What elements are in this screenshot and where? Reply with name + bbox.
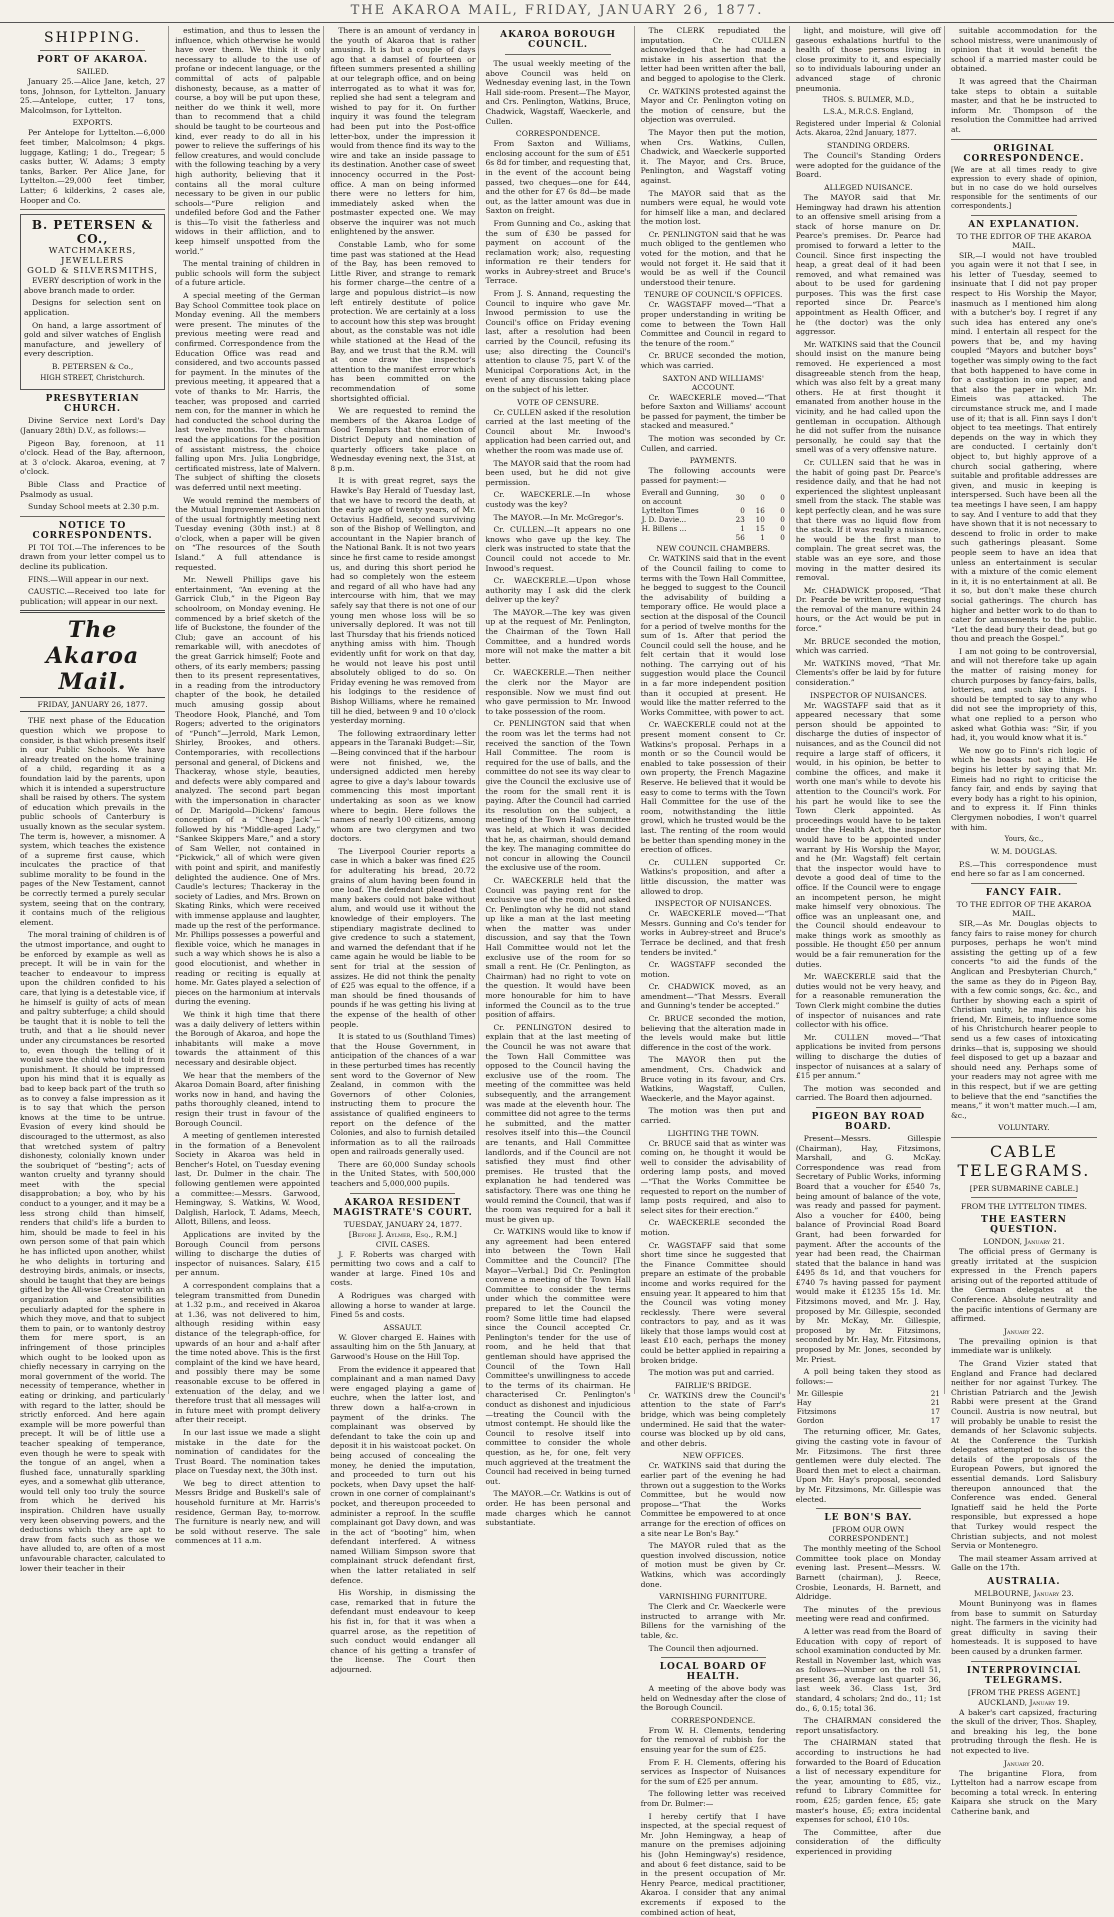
health-paragraph: Mr. WATKINS moved, “That Mr. Clements's offer be laid by for future consideration.” <box>795 658 941 688</box>
notice-paragraph: CAUSTIC.—Received too late for publication; will appear in our next. <box>20 587 166 606</box>
council-paragraph: Cr. WATKINS said that in the event of the Council failing to come to terms with the Town Hall Committee, he begged to suggest to the Council the advisability of building a temporary office. He would place a section at the disposal of the Council for a period of twelve months for the sum of 1s. After that period the Council could sell the house, and he felt certain that it would lose nothing. The carrying out of his suggestion would place the Council in a far more independent position than it occupied at present. He would like the matter referred to the Works Committee, with power to act. <box>640 554 786 717</box>
varnishing-subheading: VARNISHING FURNITURE. <box>659 1592 768 1602</box>
cable-paragraph: The Grand Vizier stated that England and France had declared neither for nor against Turkey. The Christian Patriarch and the Jewish Rabbi were present at the Grand Council. Austria is now neutral, but will probably be unable to resist the demands of her Sclavonic subjects. At the Conference the Turkish delegates attempted to discuss the details of the proposals of the European Powers, but ignored the essential demands. Lord Salisbury thereupon announced that the Conference was ended. General Ignatieff said he held the Porte responsible, but expressed a hope that Turkey would respect the Christian subjects, and not molest Servia or Montenegro. <box>950 1358 1097 1551</box>
tenure-subheading: TENURE OF COUNCIL'S OFFICES. <box>644 290 783 300</box>
health-paragraph: The following letter was received from Dr. Bulmer:— <box>640 1789 786 1809</box>
letter-paragraph: SIR,—As Mr. Douglas objects to fancy fairs to raise money for church purposes, perhaps he won't mind assisting the getting up of a few concerts “to aid the funds of the Anglican and Presbyterian Church,” the same as they do in Pigeon Bay, with a few comic songs, &c. &c., and further by showing each a spirit of Christian unity, he may induce his friend, Mr. Eimeis, to influence some of his Christchurch hearer people to send us a few cases of intoxicating drinks—that is, supposing we should feel disposed to get up a bazaar and should need any. Perhaps some of your readers may not agree with me in this respect, but if we are getting to believe that the end “sanctifies the means,” it won't matter much.—I am, &c., <box>950 918 1097 1120</box>
correspondence-subheading: CORRESPONDENCE. <box>671 1715 756 1725</box>
table-row: Fitzsimons 17 <box>796 1407 940 1417</box>
council-paragraph: Cr. WATKINS would like to know if any agreement had been entered into between the Town Hall Committee and the Council? [The Mayor—Verbal.] Did Cr. Penlington convene a meeting of the Town Hall Committee to consider the terms under which the committee were prepared to let the Council the room? Some little time had elapsed since the Council accepted Cr. Penlington's tender for the use of room, and he held that that gentleman should have apprised the Council of the Town Hall Committee's unwillingness to accede to the terms of its chairman. He characterised Cr. Penlington's conduct as dishonest and injudicious—treating the Council with the utmost contempt. He should like the Council to resolve itself into committee to consider the whole question, as he, for one, felt very much aggrieved at the treatment the Council had received in being turned out. <box>485 1227 631 1486</box>
road-board-paragraph: A poll being taken they stood as follows:— <box>795 1367 941 1386</box>
council-paragraph: Cr. BRUCE said that as winter was coming on, he thought it would be well to consider the advisability of ordering lamp posts, and moved—“That the Works Committee be requested to report on the number of lamp posts required, and also to select sites for their erection.” <box>640 1138 786 1215</box>
article-paragraph: The mental training of children in public schools will form the subject of a future article. <box>175 259 321 288</box>
council-paragraph: Cr. WATKINS protested against the Mayor and Cr. Penlington voting on the motion of censure, but the objection was overruled. <box>640 86 786 125</box>
church-paragraph: Divine Service next Lord's Day (January 28th) D.V., as follows:— <box>20 416 166 436</box>
council-paragraph: Cr. WAECKERLE moved—“That Messrs. Gunning and Co's tender for works in Aubrey-street and Bruce's Terrace be declined, and that fresh tenders be invited.” <box>640 909 786 957</box>
offices-subheading: NEW OFFICES. <box>682 1451 744 1461</box>
inspector-subheading: INSPECTOR OF NUISANCES. <box>654 899 772 909</box>
dateline: MELBOURNE, January 23. <box>974 1589 1074 1598</box>
ad-paragraph: Designs for selection sent on application. <box>24 298 162 317</box>
rm-court-heading: AKAROA RESIDENT MAGISTRATE'S COURT. <box>332 1197 473 1218</box>
ad-address: HIGH STREET, Christchurch. <box>40 374 145 383</box>
health-board-heading: LOCAL BOARD OF HEALTH. <box>659 1662 767 1683</box>
school-paragraph: The CHAIRMAN stated that according to instructions he had forwarded to the Board of Education a list of necessary expenditure for the year, amounting to £85, viz., refund to Library Committee for room, £25; garden fence, £5; gate master's house, £5; extra incidental expenses for school, £10 10s. <box>795 1738 941 1825</box>
health-paragraph: The MAYOR said that Mr. Hemingway had drawn his attention to an offensive smell arising from a stack of horse manure on Dr. Pearce's premises. Dr. Pearce had promised to forward a letter to the Council. Since first inspecting the heap, a great deal of it had been removed, and what remained was about to be used for gardening purposes. This was the first case reported since Dr. Pearce's appointment as Health Officer, and he (the doctor) was the only aggressor. <box>795 192 941 337</box>
nuisance-subheading: ALLEGED NUISANCE. <box>824 182 913 192</box>
church-paragraph: Bible Class and Practice of Psalmody as usual. <box>20 480 166 499</box>
letter-closing: Yours, &c., <box>1004 835 1044 844</box>
council-paragraph: Cr. WAECKERLE seconded the motion. <box>640 1218 786 1237</box>
ad-paragraph: On hand, a large assortment of gold and silver watches of English manufacture, and jewellery of every description. <box>24 320 162 359</box>
church-paragraph: Sunday School meets at 2.30 p.m. <box>28 502 160 512</box>
column-5 <box>640 26 790 1917</box>
table-row: Hay 21 <box>796 1398 940 1408</box>
council-paragraph: The MAYOR said that as the numbers were equal, he would vote for himself like a man, and declared the motion lost. <box>640 188 786 227</box>
school-paragraph: The minutes of the previous meeting were read and confirmed. <box>795 1604 941 1624</box>
table-row: H. Billens ... 1 15 0 <box>641 524 785 534</box>
health-paragraph: Mr. BRUCE seconded the motion, which was carried. <box>795 636 941 656</box>
paper-date: FRIDAY, JANUARY 26, 1877. <box>20 697 165 712</box>
table-row: Mr. Gillespie 21 <box>796 1389 940 1399</box>
rm-civil-subheading: CIVIL CASES. <box>375 1239 430 1249</box>
le-bons-bay-heading: LE BON'S BAY. <box>824 1513 913 1524</box>
letter-paragraph: SIR,—I would not have troubled you again were it not that I see, in his letter of Tuesday, seemed to insinuate that I did not pay proper respect to His Worship the Mayor, inasmuch as I mentioned him along with a butcher's boy. I regret if any such idea has entered any one's mind. I entertain all respect for the powers that be, and my having coupled “Mayors and butcher boys” together was simply owing to the fact that both happened to have come in for a castigation in one paper, and that also the paper in which Mr. Eimeis was attacked. The circumstance struck me, and I made use of it; that is all. Finn says I don't object to tea meetings. That entirely depends on the way in which they are conducted. I certainly don't object to, but highly approve of a church social gathering, where suitable and profitable addresses are given, and music in keeping is interspersed. Such have been all the tea meetings I have seen, I am happy to say. And I venture to add that they have shown that it is not necessary to descend to frolic in order to make such gatherings pleasant. Some people seem to have an idea that unless an entertainment is secular with a mixture of the comic element in it, it is no entertainment at all. Be it so, but don't make these church social gatherings. The church has higher and better work to do than to cater for amusements to the public. “Let the dead bury their dead, but go thou and preach the Gospel.” <box>950 250 1097 644</box>
council-paragraph: The usual weekly meeting of the above Council was held on Wednesday evening last, in the Town Hall side-room. Present—The Mayor, and Crs. Penlington, Watkins, Bruce, Chadwick, Wagstaff, Waeckerle, and Cullen. <box>485 59 631 126</box>
school-paragraph: It was agreed that the Chairman take steps to obtain a suitable master, and that he be instructed to inform Mr. Thompson of the resolution the Committee had arrived at. <box>950 76 1097 134</box>
council-paragraph: The CLERK repudiated the imputation. Cr. CULLEN acknowledged that he had made a mistake in his assertion that the letter had been written after the ball, and begged to apologise to the Clerk. <box>640 26 786 83</box>
article-paragraph: We would remind the members of the Mutual Improvement Association of the usual fortnightly meeting next Tuesday evening (30th inst.) at 8 o'clock, when a paper will be given on “The resources of the South Island.” A full attendance is requested. <box>175 495 321 572</box>
shipping-heading: SHIPPING. <box>44 30 142 46</box>
health-paragraph: light, and moisture, will give off gaseous exhalations hurtful to the health of those persons living in close proximity to it, and especially so to individuals labouring under an advanced stage of chronic pneumonia. <box>795 26 941 93</box>
health-paragraph: A meeting of the above body was held on Wednesday after the close of the Borough Council. <box>640 1684 786 1713</box>
letter-postscript: P.S.—This correspondence must end here so far as I am concerned. <box>950 859 1097 879</box>
dateline: January 20. <box>1003 1758 1044 1768</box>
council-paragraph: Cr. WAGSTAFF seconded the motion. <box>640 960 786 979</box>
notice-heading: NOTICE TO CORRESPONDENTS. <box>32 520 153 541</box>
explanation-heading: AN EXPLANATION. <box>968 219 1080 230</box>
cable-telegrams-heading: CABLE TELEGRAMS. <box>957 1142 1091 1180</box>
council-paragraph: Cr. WAECKERLE.—In whose custody was the key? <box>485 490 631 509</box>
exports-subheading: EXPORTS. <box>72 118 113 128</box>
article-paragraph: We hear that the members of the Akaroa Domain Board, after finishing works now in hand, and having the paths thoroughly cleaned, intend to resign their trust in favour of the Borough Council. <box>175 1070 321 1128</box>
road-board-heading: PIGEON BAY ROAD BOARD. <box>811 1111 926 1132</box>
church-heading: PRESBYTERIAN CHURCH. <box>45 394 140 415</box>
saxton-subheading: SAXTON AND WILLIAMS' ACCOUNT. <box>662 373 764 392</box>
article-paragraph: We beg to direct attention to Messrs Bridge and Buskell's sale of household furniture at Mr. Harris's residence, German Bay, to-morrow. The furniture is nearly new, and will be sold without reserve. The sale commences at 11 a.m. <box>175 1478 321 1546</box>
article-paragraph: In our last issue we made a slight mistake in the date for the nomination of candidates for the Trust Board. The nomination takes place on Tuesday next, the 30th inst. <box>175 1427 321 1476</box>
article-paragraph: Applications are invited by the Borough Council from persons willing to discharge the duties of inspector of nuisances. Salary, £15 per annum. <box>175 1230 321 1278</box>
table-row: Everall and Gunning, on account 30 0 0 <box>641 488 785 507</box>
standing-orders-subheading: STANDING ORDERS. <box>826 141 910 151</box>
council-paragraph: From Saxton and Williams, enclosing account for the sum of £51 6s 8d for timber, and requesting that, in the event of the account being passed, two cheques—one for £44, and the other for £7 6s 8d—be made out, as the latter amount was due in Saxton on freight. <box>485 139 631 216</box>
health-paragraph: Mr. WAECKERLE said that the duties would not be very heavy, and for a reasonable remuneration the Town Clerk might combine the duties of inspector of nuisances and rate collector with his office. <box>795 972 941 1030</box>
telegram-paragraph: The brigantine Flora, from Lyttelton had a narrow escape from becoming a total wreck. In entering Kaipara she struck on the Mary Catherine bank, and <box>950 1768 1097 1816</box>
press-agent-note: [FROM THE PRESS AGENT.] <box>967 1687 1081 1697</box>
council-paragraph: Cr. WAECKERLE could not at the present moment consent to Cr. Watkins's proposal. Perhaps in a month or so the Council would be enabled to take possession of their own property, the French Magazine Reserve. He believed that it would be easy to come to terms with the Town Hall Committee for the use of the room, notwithstanding the little growl, which he trusted would be the last. The renting of the room would be better than spending money in the erection of offices. <box>640 720 786 855</box>
health-paragraph: I hereby certify that I have inspected, at the special request of Mr. John Hemingway, a heap of manure on the premises adjoining his (John Hemingway's) residence, and about 6 feet distance, said to be in the present occupation of Mr. Henry Pearce, medical practitioner, Akaroa. I consider that any animal excrements if exposed to the combined action of heat, <box>640 1811 786 1917</box>
cable-paragraph: Mount Buninyong was in flames from base to summit on Saturday night. The farmers in the vicinity had great difficulty in saving their homesteads. It is supposed to have been caused by a drunken farmer. <box>950 1599 1097 1656</box>
doctor-registration: Registered under Imperial & Colonial Acts. Akaroa, 22nd January, 1877. <box>795 120 941 138</box>
school-paragraph: suitable accommodation for the school mistress, were unanimously of opinion that it would benefit the school if a married master could be obtained. <box>950 26 1097 74</box>
letter-signature: W. M. DOUGLAS. <box>990 847 1058 857</box>
council-paragraph: The Mayor then put the motion, when Crs. Watkins, Cullen, Chadwick, and Waeckerle supported it. The Mayor, and Crs. Bruce, Penlington, and Wagstaff voting against. <box>640 127 786 185</box>
column-7 <box>950 26 1100 1816</box>
chambers-subheading: NEW COUNCIL CHAMBERS. <box>656 544 771 554</box>
sailed-text: January 25.—Alice Jane, ketch, 27 tons, Johnson, for Lyttelton. January 25.—Antelope, cutter, 17 tons, Malcolmson, for Lyttelton. <box>20 77 166 115</box>
road-board-paragraph: The returning officer, Mr. Gates, giving the casting vote in favour of Mr. Fitzsimons. The first three gentlemen were duly elected. The Board then met to elect a chairman. Upon Mr. Hay's proposal, seconded by Mr. Fitzsimons, Mr. Gillespie was elected. <box>795 1427 941 1504</box>
dateline: LONDON, January 21. <box>983 1237 1065 1246</box>
council-paragraph: Cr. CULLEN asked if the resolution carried at the last meeting of the Council about Mr. Inwood's application had been carried out, and whether the room was made use of. <box>485 407 631 455</box>
editorial-paragraph: THE next phase of the Education question which we propose to consider, is that which presents itself in our Public Schools. We have already treated on the home training of a child, regarding it as a foundation laid by the parents, upon which it is intended a superstructure shall be raised by others. The system of education which prevails in the public schools of Canterbury is usually known as the secular system. The term is, however, a misnomer. A system, which teaches the existence of a supreme first cause, which inculcates the practice of that sublime morality to be found in the pages of the New Testament, cannot be correctly termed a purely secular system, seeing that on the contrary, it contains much of the religious element. <box>20 716 166 927</box>
council-paragraph: The following accounts were passed for payment:— <box>640 466 786 485</box>
council-paragraph: Cr. WATKINS said that during the earlier part of the evening he had thrown out a suggestion to the Works Committee, but he would now propose—“That the Works Committee be empowered to at once arrange for the erection of offices on a site near Le Bon's Bay.” <box>640 1461 786 1538</box>
article-paragraph: The Liverpool Courier reports a case in which a baker was fined £25 for adulterating his bread, 20.72 grains of alum having been found in one loaf. The defendant pleaded that many bakers could not bake without alum, and would use it without the knowledge of their employers. The stipendiary magistrate declined to give credence to such a statement, and warned the defendant that if he came again he would be liable to be sent for trial at the session of assizes. He did not think the penalty of £25 was equal to the offence, if a man should be fined thousands of pounds if he was getting his living at the expense of the health of other people. <box>330 846 476 1029</box>
column-3 <box>330 26 479 1674</box>
council-paragraph: Cr. WAECKERLE held that the Council was paying rent for the exclusive use of the room, and asked Cr. Penlington why he did not stand up like a man at the last meeting when the matter was under discussion, and say that the Town Hall Committee would not let the exclusive use of the room for so small a rent. He (Cr. Penlington, as Chairman) had no right to vote on the question. It would have been more honourable for him to have informed the Council as to the true position of affairs. <box>485 875 631 1020</box>
bridge-subheading: FAIRLIE'S BRIDGE. <box>674 1380 752 1390</box>
council-paragraph: The MAYOR said that the room had been used, but he did not give permission. <box>485 458 631 487</box>
school-paragraph: A letter was read from the Board of Education with copy of report of school examination conducted by Mr. Restall in November last, which was as follows—Number on the roll 51, present 36, average last quarter 36, last week 36. Class 1st, 3rd standard, 4 scholars; 2nd do., 11; 1st do., 6, 0.15; total 36. <box>795 1626 941 1713</box>
article-paragraph: Mr. Newell Phillips gave his entertainment, “An evening at the Garrick Club,” in the Pigeon Bay schoolroom, on Monday evening. He commenced by a brief sketch of the life of Buckstone, the founder of the Club; gave an account of his remarkable will, with anecdotes of the great Garrick himself; Foote and others, of its early members; passing then to its present representatives, in a reading from the introductory chapter of the book, he detailed much amusing gossip about Theodore Hook, Planché, and Tom Rogers; adverted to the originators of “Punch”—Jerrold, Mark Lemon, Shirley, Brookes, and others. Contemporaries, with recollections personal and general, of Dickens and Thackeray, whose style, beauties, and defects were ably compared and analyzed. The second part began with the impersonation in character of Dr. Marigold—Dickens' famous conception of a “Cheap Jack”—followed by his “Middle-aged Lady,” “Sankee Skippers Mare,” and a story of Sam Weller, not contained in “Pickwick,” all of which were given with point and spirit, and manifestly delighted the audience. One of Mrs. Caudle's lectures; Thackeray in the society of Ladies, and Mrs. Brown on Skating Rinks, which were received with immense applause and laughter, made up the rest of the performance. Mr. Phillips possesses a powerful and flexible voice, which he manages in such a way which shows he is also a good elocutionist, and whether in reading or reciting is equally at home. Mr. Gates played a selection of pieces on the harmonium at intervals during the evening. <box>175 575 321 1007</box>
road-board-paragraph: Present—Messrs. Gillespie (Chairman), Hay, Fitzsimons, Marshall, and G. McKay. Correspondence was read from Secretary of Public Works, informing Board that a voucher for £540 7s, being amount of balance of the vote, was ready and passed for payment. Also a voucher for £400, being balance of Provincial Road Board Grant, had been forwarded for payment. After the accounts of the year had been read, the Chairman stated that the balance in hand was £495 8s 1d, and that vouchers for £740 7s having passed for payment would make it £1235 15s 1d. Mr. Fitzsimons moved, and Mr. J. Hay, proposed by Mr. Gillespie, seconded by Mr. McKay, Mr. Gillespie, proposed by Mr. Fitzsimons, seconded by Mr. Hay, Mr. Fitzsimons, proposed by Mr. Jones, seconded by Mr. Priest. <box>795 1133 941 1364</box>
council-paragraph: Cr. WAECKERLE.—Then neither the clerk nor the Mayor are responsible. Now we must find out who gave permission to Mr. Inwood to take possession of the room. <box>485 668 631 716</box>
interprovincial-heading: INTERPROVINCIAL TELEGRAMS. <box>966 1665 1082 1686</box>
school-paragraph: The monthly meeting of the School Committee took place on Monday evening last. Present—Messrs. W. Barnett (chairman), J. Reece, Crosbie, Leonards, H. Barnett, and Aldridge. <box>795 1544 941 1602</box>
table-row: Lyttelton Times 0 16 0 <box>641 506 785 516</box>
council-paragraph: From Gunning and Co., asking that the sum of £30 be passed for payment on account of the reclamation work; also, requesting information re their tenders for works in Aubrey-street and Bruce's Terrace. <box>485 218 631 286</box>
article-paragraph: We think it high time that there was a daily delivery of letters within the Borough of Akaroa, and hope the inhabitants will make a move towards the attainment of this necessary and desirable object. <box>175 1009 321 1067</box>
table-row-total: 56 1 0 <box>735 533 785 543</box>
health-paragraph: Mr. CHADWICK proposed, “That Dr. Pearde be written to, requesting the removal of the manure within 24 hours, or the Act would be put in force.” <box>795 585 941 634</box>
column-6 <box>795 26 945 1856</box>
paper-title: The Akaroa Mail. <box>46 617 140 696</box>
health-paragraph: The motion was seconded and carried. The Board then adjourned. <box>795 1083 941 1103</box>
health-paragraph: Mr. WAGSTAFF said that as it appeared necessary that some person should be appointed to discharge the duties of inspector of nuisances, and as the Council did not require a large staff of officers, it would, in his opinion, be better to combine the offices, and make it worth one man's while to devote his attention to the Council's work. For his part he would like to see the Town Clerk appointed. As proceedings would have to be taken under the Health Act, the inspector would have to be appointed under warrant by His Worship the Mayor, and he (Mr. Wagstaff) felt certain that the inspector would have to devote a good deal of time to the office. If the Council were to engage an incompetent person, he might make himself very obnoxious. The office was an unpleasant one, and the Council should endeavour to make things work as smoothly as possible. He thought £50 per annum would be a fair remuneration for the duties. <box>795 700 941 969</box>
church-paragraph: Pigeon Bay, forenoon, at 11 o'clock. Head of the Bay, afternoon, at 3 o'clock. Akaroa, evening, at 7 o'clock. <box>20 438 166 477</box>
council-paragraph: Cr. CULLEN supported Cr. Watkins's proposition, and after a little discussion, the matter was allowed to drop. <box>640 857 786 896</box>
column-1 <box>20 26 169 1573</box>
correspondence-heading: ORIGINAL CORRESPONDENCE. <box>963 143 1085 164</box>
exports-text: Per Antelope for Lyttelton.—6,000 feet timber, Malcolmson; 4 pkgs. luggage, Katling; 1 do., Tregear; 5 casks butter, W. Adams; 3 empty tanks, Barker. Per Alice Jane, for Lyttelton.—29,000 feet timber, Latter; 6 kilderkins, 2 cases ale, Hooper and Co. <box>20 128 166 205</box>
article-paragraph: estimation, and thus to lessen the influence, which otherwise he would have over them. We think it only necessary to allude to the use of profane or indecent language, or the committal of acts of palpable dishonesty, because, as a matter of course, a boy will be put upon these, neither do we think it well, more than to recommend that a child should be taught to be courteous and kind, ever ready to do all in his power to relieve the sufferings of his fellow creatures, and would conclude with the following teaching by a very high authority, believing that it contains all the moral culture necessary to be given in our public schools—“Pure religion and undefiled before God and the Father is this—To visit the fatherless and widows in their affliction, and to keep himself unspotted from the world.” <box>175 26 321 256</box>
eastern-question-heading: THE EASTERN QUESTION. <box>981 1215 1067 1235</box>
council-paragraph: Cr. BRUCE seconded the motion, believing that the alteration made in the levels would make but little difference in the cost of the work. <box>640 1014 786 1052</box>
health-paragraph: Mr. CULLEN moved—“That applications be invited from persons willing to discharge the duties of inspector of nuisances at a salary of £15 per annum.” <box>795 1032 941 1081</box>
council-paragraph: Cr. PENLINGTON said that he was much obliged to the gentlemen who voted for the motion, and that he would not forget it. He said that it would be as well if the Council understood their tenure. <box>640 229 786 287</box>
column-2 <box>175 26 324 1546</box>
letter-paragraph: I am not going to be controversial, and will not therefore take up again the matter of raising money for church purposes by fancy-fairs, balls, lotteries, and such like things. I should be tempted to say to any who did not see the impropriety of this, what one replied to a person who asked what Gothia was: “Sir, if you had, it, you would know what it is.” <box>950 646 1097 743</box>
correspondence-note: [We are at all times ready to give expression to every shade of opinion, but in no case do we hold ourselves responsible for the sentiments of our correspondents.] <box>950 165 1097 210</box>
rm-court-before: [Before J. Aylmer, Esq., R.M.] <box>348 1229 457 1239</box>
council-paragraph: Cr. WAGSTAFF moved—“That a proper understanding in writing be come to between the Town Hall Committee and Council in regard to the tenure of the room.” <box>640 300 786 348</box>
doctor-credentials: L.S.A., M.R.C.S. England, <box>823 108 914 117</box>
cable-paragraph: The official press of Germany is greatly irritated at the suspicion expressed in the French papers arising out of the reported attitude of the German delegates at the Conference. Absolute neutrality and the pacific intentions of Germany are affirmed. <box>950 1247 1097 1324</box>
school-paragraph: The Committee, after due consideration of the difficulty experienced in providing <box>795 1827 941 1856</box>
cable-paragraph: The prevailing opinion is that immediate war is unlikely. <box>950 1336 1097 1356</box>
table-row: J. D. Davie... 23 10 0 <box>641 515 785 525</box>
council-paragraph: Cr. CHADWICK moved, as an amendment—“That Messrs. Everall and Gunning's tender be accepted.” <box>640 982 786 1011</box>
inspector-subheading: INSPECTOR OF NUISANCES. <box>810 690 927 700</box>
council-paragraph: Cr. WAGSTAFF said that some short time since he suggested that the Finance Committee should prepare an estimate of the probable income and works required for the ensuing year. It appeared to him that the Council was voting money recklessly. There were several contractors to pay, and as it was likely that those lamps would cost at least £10 each, perhaps the money could be better applied in repairing a broken bridge. <box>640 1240 786 1365</box>
page-masthead: THE AKAROA MAIL, FRIDAY, JANUARY 26, 1877. <box>0 0 1114 23</box>
article-paragraph: There are 60,000 Sunday schools in the United States, with 500,000 teachers and 5,000,000 pupils. <box>330 1159 476 1189</box>
council-paragraph: The motion was put and carried. <box>648 1368 775 1378</box>
cable-source: FROM THE LYTTELTON TIMES. <box>960 1202 1087 1211</box>
council-paragraph: Cr. PENLINGTON desired to explain that at the last meeting of the Council he was not aware that the Town Hall Committee was opposed to the Council having the exclusive use of the room. The meeting of the committee was held subsequently, and the arrangement was made at the eleventh hour. The committee did not agree to the terms he submitted, and the matter resolves itself into this—the Council are tenants, and Hall Committee landlords, and if the Council are not satisfied they must find other premises. He trusted that the explanation he had tendered was satisfactory. There was one thing he would remind the Council, that was if the room was required for a ball it must be given up. <box>485 1022 631 1224</box>
council-paragraph: The Clerk and Cr. Waeckerle were instructed to arrange with Mr. Billens for the varnishing of the table, &c. <box>640 1602 786 1640</box>
council-paragraph: The MAYOR.—The key was given up at the request of Mr. Penlington, the Chairman of the Town Hall Committee, and a hundred words more will not make the matter a bit better. <box>485 607 631 665</box>
payments-subheading: PAYMENTS. <box>689 456 737 466</box>
article-paragraph: It is stated to us (Southland Times) that the House Government, in anticipation of the chances of a war in these perturbed times has recently sent word to the Governor of New Zealand, in common with the Governors of other Colonies, instructing them to procure the assistance of qualified engineers to report on the defence of the Colonies, and also to furnish detailed information as to all the railroads open and railroads generally used. <box>330 1032 476 1157</box>
vote-subheading: VOTE OF CENSURE. <box>517 397 599 407</box>
ad-title: B. PETERSEN & CO., <box>31 218 154 247</box>
correspondent-note: [FROM OUR OWN CORRESPONDENT.] <box>828 1525 909 1544</box>
ad-signature: B. PETERSEN & Co., <box>51 361 134 371</box>
dateline: AUCKLAND, January 19. <box>978 1697 1070 1707</box>
article-paragraph: There is an amount of verdancy in the youth of Akaroa that is rather amusing. It is but a couple of days ago that a damsel of fourteen or fifteen summers presented a shilling at our telegraph office, and on being interrogated as to what it was for, replied she had sent a telegram and wished to pay for it. On further inquiry it was found the telegram had been put into the Post-office letter-box, under the impression it would from thence find its way to the wire and take an inside passage to its destination. Another case of sweet innocency occurred in the Post-office. A man on being informed there were no letters for him, immediately asked when the postmaster expected one. We may observe the inquirer was not much enlightened by the answer. <box>330 26 476 237</box>
article-paragraph: A special meeting of the German Bay School Committee took place on Monday evening. All the members were present. The minutes of the previous meeting were read and confirmed. Correspondence from the Education Office was read and considered, and two accounts passed for payment. In the minutes of the previous meeting, it appeared that a vote of thanks to Mr. Harris, the teacher, was proposed and carried nem con, for the manner in which he had conducted the school during the last twelve months. The chairman read the applications for the position of assistant mistress, the choice falling upon Mrs. Julia Longbridge, certificated mistress, late of Malvern. The subject of shifting the closets was deferred until next meeting. <box>175 291 321 492</box>
cable-note: [PER SUBMARINE CABLE.] <box>969 1184 1079 1193</box>
rm-paragraph: W. Glover charged E. Haines with assaulting him on the 5th January, at Garwood's House on the Hill Top. <box>330 1332 476 1361</box>
letter-address: TO THE EDITOR OF THE AKAROA MAIL. <box>956 899 1092 918</box>
rm-court-date: TUESDAY, JANUARY 24, 1877. <box>343 1219 463 1229</box>
school-paragraph: The CHAIRMAN considered the report unsatisfactory. <box>795 1716 941 1735</box>
borough-council-heading: AKAROA BOROUGH COUNCIL. <box>500 30 616 50</box>
article-paragraph: A meeting of gentlemen interested in the formation of a Benevolent Society in Akaroa was held in Bencher's Hotel, on Tuesday evening last, Dr. Dulmer in the chair. The following gentlemen were appointed a committee:—Messrs. Garwood, Hemingway, S. Watkins, W. Wood, Dalglish, Harlock, T. Adams, Meech, Allott, Billens, and Ieoss. <box>175 1131 321 1227</box>
fancy-fair-heading: FANCY FAIR. <box>985 887 1063 898</box>
telegram-paragraph: A baker's cart capsized, fracturing the skull of the driver, Thos. Shapley, and breaking his leg, the bone protruding through the flesh. He is not expected to live. <box>950 1707 1097 1755</box>
health-paragraph: The Council's Standing Orders were adopted for the guidance of the Board. <box>795 151 941 180</box>
council-paragraph: From J. S. Annand, requesting the Council to inquire who gave Mr. Inwood permission to use the Council's office on Friday evening last, after a resolution had been carried by the Council, refusing its use; also directing the Council's attention to clause 75, part V. of the Municipal Corporations Act, in the event of any discussion taking place on the subject of his letter. <box>485 289 631 394</box>
article-paragraph: Constable Lamb, who for some time past was stationed at the Head of the Bay, has been removed to Little River, and strange to remark his former charge—the centre of a large and populous district—is now left entirely destitute of police protection. We are certainly at a loss to account how this step was brought about, as the constable was not idle while stationed at the Head of the Bay, and we trust that the R.M. will at once draw the inspector's attention to the manifest error which has been committed on the recommendation of some shortsighted official. <box>330 240 476 403</box>
dateline: January 22. <box>1003 1326 1044 1336</box>
article-paragraph: A correspondent complains that a telegram transmitted from Dunedin at 1.32 p.m., and received in Akaroa at 1.36, was not delivered to him, although residing within easy distance of the telegraph-office, for upwards of an hour and a-half after the time noted above. This is the first complaint of the kind we have heard, and possibly there may be some reasonable excuse to be offered in extenuation of the delay, and we therefore trust that all messages will in future meet with prompt delivery after their receipt. <box>175 1281 321 1425</box>
council-paragraph: Cr. WAECKERLE moved—“That before Saxton and Williams' account be passed for payment, the timber be stacked and measured.” <box>640 392 786 431</box>
australia-heading: AUSTRALIA. <box>987 1577 1061 1587</box>
council-paragraph: The MAYOR.—In Mr. McGregor's. <box>493 512 624 522</box>
health-paragraph: From F. H. Clements, offering his services as Inspector of Nuisances for the sum of £25 per annum. <box>640 1757 786 1786</box>
ad-subtitle-1: WATCHMAKERS, JEWELLERS <box>48 246 137 267</box>
health-paragraph: From W. H. Clements, tendering for the removal of rubbish for the ensuing year for the sum of £25. <box>640 1725 786 1755</box>
letter-address: TO THE EDITOR OF THE AKAROA MAIL. <box>956 231 1092 250</box>
council-paragraph: The MAYOR then put the amendment, Crs. Chadwick and Bruce voting in its favour, and Crs. Watkins, Wagstaff, Cullen, Waeckerle, and the Mayor against. <box>640 1055 786 1103</box>
council-paragraph: The MAYOR ruled that as the question involved discussion, notice of motion must be given by Cr. Watkins, which was accordingly done. <box>640 1541 786 1589</box>
rm-assault-subheading: ASSAULT. <box>383 1322 423 1332</box>
column-4 <box>485 26 634 1528</box>
rm-paragraph: His Worship, in dismissing the case, remarked that in future the defendant must endeavour to keep his fist in, for that it was when a quarrel arose, as the repetition of such conduct would endanger all chance of his getting a transfer of the license. The Court then adjourned. <box>330 1588 476 1674</box>
ad-paragraph: EVERY description of work in the above branch made to order. <box>24 276 162 295</box>
notice-paragraph: PI TOI TOI.—The inferences to be drawn from your letter compel us to decline its publication. <box>20 542 166 571</box>
article-paragraph: We are requested to remind the members of the Akaroa Lodge of Good Templars that the election of District Deputy and nomination of quarterly officers take place on Wednesday evening next, the 31st, at 8 p.m. <box>330 406 476 473</box>
council-paragraph: The Council then adjourned. <box>648 1643 759 1653</box>
table-row: Gordon 17 <box>796 1416 940 1426</box>
sailed-subheading: SAILED. <box>76 67 109 76</box>
article-paragraph: The following extraordinary letter appears in the Taranaki Budget:—Sir,—Being convinced that if the harbour were not finished, we, the undersigned addicted men hereby agree to give a day's labour towards commencing this most important undertaking as soon as we know where to begin. Here follows the names of nearly 100 citizens, among whom are two clergymen and two doctors. <box>330 728 476 844</box>
ad-subtitle-2: GOLD & SILVERSMITHS, <box>27 266 159 277</box>
council-paragraph: Cr. WATKINS drew the Council's attention to the state of Farr's bridge, which was being completely undermined. He said that the water-course was blocked up by old cans, and other debris. <box>640 1390 786 1448</box>
letter-paragraph: We now go to Finn's rich logic of which he boasts not a little. He begins his letter by saying that Mr. Eimeis had no right to criticise the fancy fair, and ends by saying that every body has a right to his opinion, and to express it. If Finn thinks Clergymen nobodies, I won't quarrel with him. <box>950 745 1097 832</box>
council-paragraph: The MAYOR.—Cr. Watkins is out of order. He has been personal and made charges which he cannot substantiate. <box>485 1489 631 1528</box>
lighting-subheading: LIGHTING THE TOWN. <box>667 1128 759 1138</box>
article-paragraph: It is with great regret, says the Hawke's Bay Herald of Tuesday last, that we have to record the death, at the early age of twenty years, of Mr. Octavius Hadfield, second surviving son of the Bishop of Wellington, and accountant in the Napier branch of the National Bank. It is not two years since he first came to reside amongst us, and during this short period he had so completely won the esteem and regard of all who have had any intercourse with him, that we may safely say that there is not one of our young men whose loss will be so universally deplored. It was not till last Thursday that his friends noticed anything amiss with him. Though evidently unfit for work on that day, he would not leave his post until absolutely obliged to do so. On Friday evening he was removed from his lodgings to the residence of Bishop Williams, where he remained till he died, between 9 and 10 o'clock yesterday morning. <box>330 476 476 726</box>
cable-paragraph: The mail steamer Assam arrived at Galle on the 17th. <box>950 1553 1097 1573</box>
council-paragraph: Cr. WAECKERLE.—Upon whose authority may I ask did the clerk deliver up the key? <box>485 576 631 605</box>
council-paragraph: The motion was seconded by Cr. Cullen, and carried. <box>640 433 786 453</box>
doctor-signature: THOS. S. BULMER, M.D., <box>822 96 915 105</box>
payments-table <box>641 488 786 542</box>
council-paragraph: Cr. BRUCE seconded the motion, which was carried. <box>640 351 786 370</box>
petersen-advertisement <box>20 214 165 390</box>
rm-paragraph: J. F. Roberts was charged with permitting two cows and a calf to wander at large. Fined 10s and costs. <box>330 1249 476 1288</box>
rm-paragraph: A Rodrigues was charged with allowing a horse to wander at large. Fined 5s and costs. <box>330 1291 476 1320</box>
port-heading: PORT OF AKAROA. <box>37 55 149 65</box>
council-paragraph: The motion was then put and carried. <box>640 1106 786 1125</box>
council-paragraph: Cr. CULLEN.—It appears no one knows who gave up the key. The clerk was instructed to state that the Council could not accede to Mr. Inwood's request. <box>485 525 631 573</box>
letter-signature: VOLUNTARY. <box>998 1123 1050 1133</box>
health-paragraph: Cr. CULLEN said that he was in the habit of going past Dr. Pearce's residence daily, and that he had not experienced the slightest unpleasant smell from the stack. The stable was kept perfectly clean, and he was sure that there was no liquid flow from the stack. If it was really a nuisance, he would be the first man to complain. The great secret was, the stable was an eye sore, and those moving in the matter desired its removal. <box>795 457 941 583</box>
health-paragraph: Mr. WATKINS said that the Council should insist on the manure being removed. He experienced a most disagreeable stench from the heap, which was also felt by a great many others. He at first thought it emanated from another house in the vicinity, and he had called upon the gentleman in occupation. Although he did not suffer from the nuisance personally, he could say that the smell was of a very offensive nature. <box>795 339 941 455</box>
newspaper-columns <box>20 26 1100 1917</box>
editorial-paragraph: The moral training of children is of the utmost importance, and ought to be enforced by example as well as precept. It will be in vain for the teacher to endeavour to impress upon the children confided to his care, that lying is a detestable vice, if he himself is guilty of acts of mean and paltry subterfuge; a child should be taught that it is noble to tell the truth, and that a lie should never under any circumstances be resorted to, even though the telling of it would save the child who told it from punishment. It should be impressed upon his mind that it is equally as bad to keep back part of the truth so as to convey a false impression as it is to say that which the person knows at the time to be untrue. Evasion of every kind should be discouraged to the uttermost, as also that wretched system of paltry dishonesty, colonially known under the soubriquet of “besting”; acts of wanton cruelty and tyranny should meet with the special disapprobation; a boy, who by his conduct to a younger, and it may be a less strong child than himself, renders that child's life a burden to him, should be made to feel in his own person some of that pain which he has inflicted upon another, whilst he who delights in torturing and destroying birds, animals, or insects, should be taught that they are beings gifted by the All-wise Creator with an organization and sensibilities peculiarly adapted for the sphere in which they move, and that to subject them to pain, or to wantonly destroy them for mere sport, is an infringement of those principles which ought to be looked upon as chiefly necessary in carrying on the moral government of the world. The necessity of temperance, whether in eating or drinking, and particularly with regard to the latter, should be strictly enforced. And here again example will be more powerful than precept. It will be of little use a teacher speaking of temperance, even though he were to speak with the tongue of an angel, when a flushed face, unnaturally sparkling eyes, and a somewhat glib utterance, would tell only too truly the source from which he derived his inspiration. Children have usually very keen observing powers, and the deductions which they are apt to draw from facts such as those we have alluded to, are often of a most unfavourable character, calculated to lower their teacher in their <box>20 930 166 1573</box>
council-paragraph: Cr. PENLINGTON said that when the room was let the terms had not received the sanction of the Town Hall Committee. The room is required for the use of balls, and the committee do not see its way clear to give the Council the exclusive use of the room for the small rent it is paying. After the Council had carried its resolution on the subject, a meeting of the Town Hall Committee was held, at which it was decided that he, as chairman, should demand the key. The managing committee do not concur in allowing the Council the exclusive use of the room. <box>485 719 631 873</box>
rm-paragraph: From the evidence it appeared that complainant and a man named Davy were engaged playing a game of euchre, when the latter lost, and threw down a half-a-crown in payment of the drinks. The complainant was observed by defendant to take the coin up and deposit it in his waistcoat pocket. On being accused of concealing the money, he denied the imputation, and proceeded to turn out his pockets, when Davy upset the half-crown in one corner of complainant's pocket, and thereupon proceeded to administer a reproof. In the scuffle complainant got Davy down, and was in the act of “booting” him, when defendant interfered. A witness named William Simpson swore that complainant struck defendant first, when the latter retaliated in self defence. <box>330 1364 476 1585</box>
poll-table <box>796 1389 941 1425</box>
notice-paragraph: FINS.—Will appear in our next. <box>28 574 149 584</box>
correspondence-subheading: CORRESPONDENCE. <box>515 129 601 139</box>
